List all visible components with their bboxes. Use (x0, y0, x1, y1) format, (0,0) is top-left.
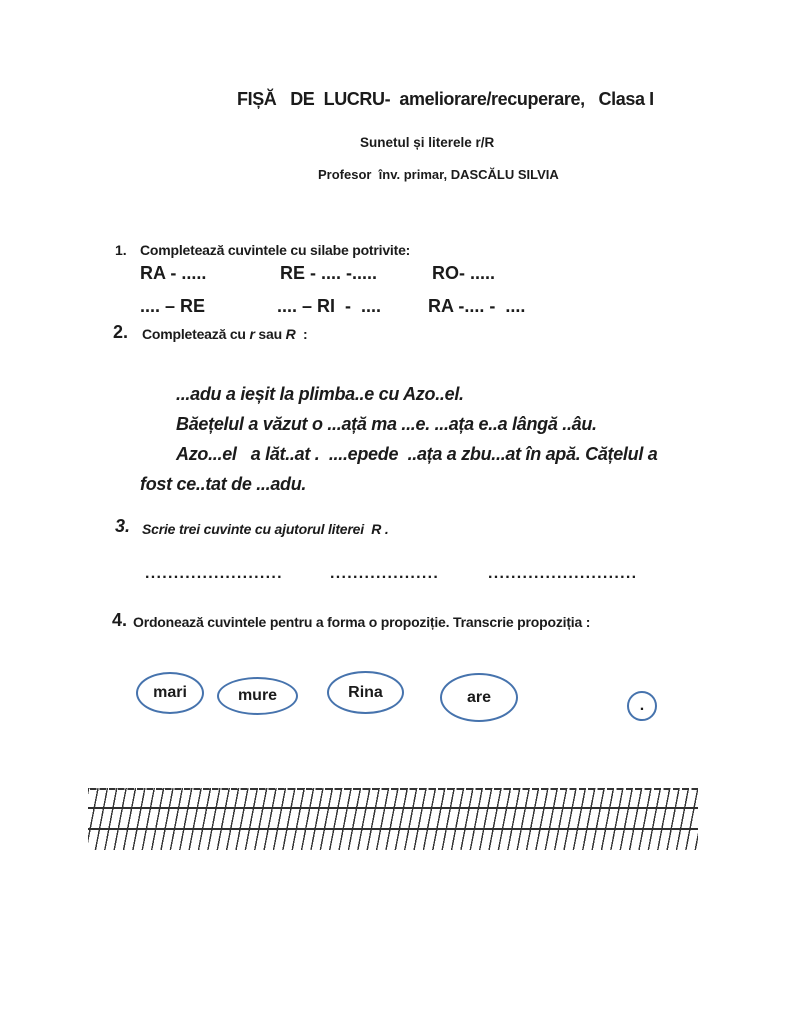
page-title: FIȘĂ DE LUCRU- ameliorare/recuperare, Clasa I (237, 89, 654, 109)
exercise3-prompt: Scrie trei cuvinte cu ajutorul literei R . (142, 521, 389, 537)
syllable-cell: RA -.... - .... (428, 296, 526, 316)
fill-in-text-line: ...adu a ieșit la plimba..e cu Azo..el. (176, 384, 464, 404)
punctuation-circle (627, 691, 657, 721)
exercise2-prompt-text: Completează cu (142, 326, 250, 342)
fill-in-text-line: Azo...el a lăt..at . ....epede ..ața a zbu...at în apă. Cățelul a (176, 444, 658, 464)
exercise1-number: 1. (115, 242, 127, 258)
fill-in-text-line: Băețelul a văzut o ...ață ma ...e. ...ața e..a lângă ..âu. (176, 414, 597, 434)
exercise1-prompt: Completează cuvintele cu silabe potrivite: (140, 242, 411, 258)
guide-line-bottom (88, 828, 698, 830)
word-label: Rina (348, 683, 383, 701)
exercise2-prompt-colon: : (295, 326, 308, 342)
syllable-cell: .... – RI - .... (277, 296, 382, 316)
exercise2-prompt (142, 326, 307, 342)
slanted-strokes (88, 788, 698, 850)
writing-practice-pattern (88, 788, 698, 850)
exercise2-prompt-middle: sau (254, 326, 286, 342)
word-label: mure (237, 687, 278, 704)
exercise4-number: 4. (112, 610, 128, 630)
answer-line: ........................ (145, 565, 283, 582)
answer-line: ................... (330, 565, 440, 582)
fill-in-text-line: fost ce..tat de ...adu. (140, 474, 307, 494)
exercise4-prompt: Ordonează cuvintele pentru a forma o propoziție. Transcrie propoziția : (133, 614, 591, 630)
syllable-cell: RA - ..... (140, 263, 207, 283)
author-line: Profesor înv. primar, DASCĂLU SILVIA (318, 167, 559, 182)
punctuation-label: . (639, 697, 645, 714)
stroke-hooks (90, 788, 698, 790)
word-label: are (466, 688, 492, 706)
word-oval-rina (327, 671, 404, 714)
exercise2-number: 2. (113, 322, 129, 342)
syllable-cell: .... – RE (140, 296, 206, 316)
letter-r-uppercase: R (285, 326, 296, 342)
answer-line: .......................... (488, 565, 638, 582)
exercise3-number: 3. (115, 516, 131, 536)
page-subtitle: Sunetul și literele r/R (360, 135, 495, 150)
word-oval-mure (217, 677, 298, 715)
word-oval-are (440, 673, 518, 722)
word-label: mari (153, 684, 187, 701)
syllable-cell: RE - .... -..... (280, 263, 378, 283)
guide-line-top (88, 807, 698, 809)
word-oval-mari (136, 672, 204, 714)
letter-r-lowercase: r (249, 326, 255, 342)
syllable-cell: RO- ..... (432, 263, 495, 283)
